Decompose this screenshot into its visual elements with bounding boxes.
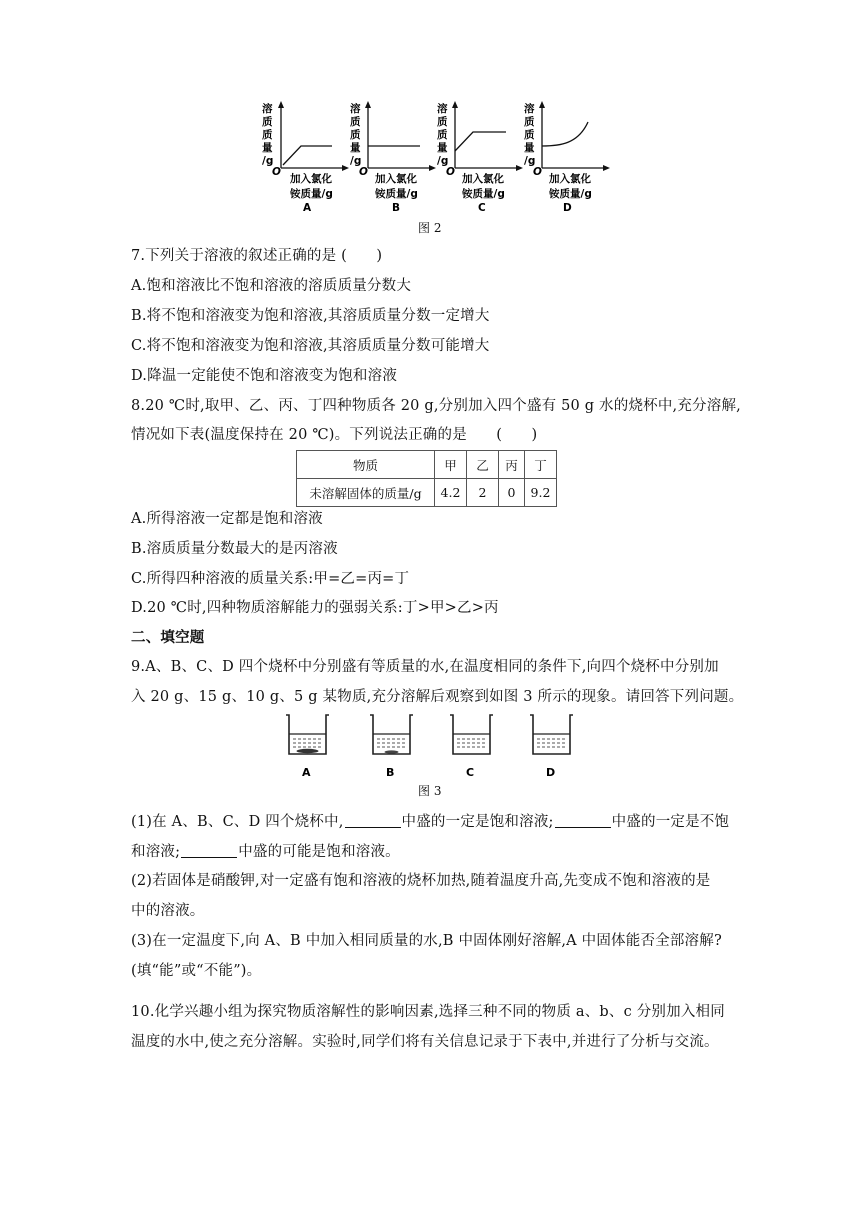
graph-b-letter: B (392, 202, 401, 214)
graph-b-origin: O (359, 166, 368, 178)
q7-option-c: C.将不饱和溶液变为饱和溶液,其溶质质量分数可能增大 (131, 338, 490, 354)
graph-b-ylabel-3: 质 (350, 129, 361, 141)
graph-c-ylabel-2: 质 (437, 116, 448, 128)
q9-part1-text-b: 中盛的一定是饱和溶液; (401, 814, 554, 830)
answer-blank[interactable] (555, 813, 611, 828)
q9-part2-line1: (2)若固体是硝酸钾,对一定盛有饱和溶液的烧杯加热,随着温度升高,先变成不饱和溶液的是 (131, 873, 711, 889)
figure-2-caption: 图 2 (418, 221, 442, 235)
table-cell: 0 (499, 479, 525, 507)
table-row (297, 479, 557, 507)
answer-blank[interactable] (345, 813, 401, 828)
beaker-a (286, 715, 329, 778)
q9-part2-line2: 中的溶液。 (131, 903, 205, 919)
graph-d (524, 101, 610, 214)
graph-c-ylabel-3: 质 (437, 129, 448, 141)
graph-d-xlabel-2: 铵质量/g (549, 188, 592, 200)
figure-3-caption: 图 3 (418, 784, 442, 798)
table-header-cell: 丙 (499, 451, 525, 479)
graph-a-ylabel-4: 量 (262, 142, 273, 154)
graph-d-ylabel-3: 质 (524, 129, 535, 141)
q8-stem-line1: 8.20 ℃时,取甲、乙、丙、丁四种物质各 20 g,分别加入四个盛有 50 g 水的烧杯中,充分溶解, (131, 398, 741, 414)
graph-d-xlabel-1: 加入氯化 (549, 173, 591, 185)
q8-option-d: D.20 ℃时,四种物质溶解能力的强弱关系:丁>甲>乙>丙 (131, 600, 499, 616)
graph-c-ylabel-1: 溶 (437, 103, 448, 115)
graph-b-ylabel-4: 量 (350, 142, 361, 154)
q7-option-b: B.将不饱和溶液变为饱和溶液,其溶质质量分数一定增大 (131, 308, 490, 324)
table-cell: 2 (467, 479, 499, 507)
table-cell: 未溶解固体的质量/g (297, 479, 435, 507)
beaker-b (370, 715, 413, 778)
graph-d-ylabel-5: /g (524, 155, 536, 167)
q9-part1-line2 (131, 840, 400, 861)
graph-d-ylabel-4: 量 (524, 142, 535, 154)
beaker-a-label: A (302, 766, 311, 778)
answer-blank[interactable] (181, 843, 237, 858)
graph-c-letter: C (478, 202, 486, 214)
beaker-d-label: D (546, 766, 556, 778)
graph-a-ylabel-3: 质 (262, 129, 273, 141)
section-heading: 二、填空题 (131, 629, 205, 646)
beaker-c (450, 715, 493, 778)
graph-c-origin: O (446, 166, 455, 178)
q9-part1-text-d: 和溶液; (131, 844, 181, 860)
q9-part1-text-a: (1)在 A、B、C、D 四个烧杯中, (131, 814, 344, 830)
graph-c-ylabel-5: /g (437, 155, 449, 167)
graph-a-origin: O (272, 166, 281, 178)
graph-d-letter: D (563, 202, 572, 214)
q7-stem: 7.下列关于溶液的叙述正确的是 ( ) (131, 248, 383, 264)
graph-b-ylabel-2: 质 (350, 116, 361, 128)
q7-option-a: A.饱和溶液比不饱和溶液的溶质质量分数大 (131, 278, 412, 294)
beaker-c-label: C (466, 766, 475, 778)
graph-b (350, 101, 436, 214)
graph-d-ylabel-2: 质 (524, 116, 535, 128)
graph-c (437, 101, 523, 214)
q9-stem-line1: 9.A、B、C、D 四个烧杯中分别盛有等质量的水,在温度相同的条件下,向四个烧杯中分别加 (131, 659, 719, 675)
table-row (297, 451, 557, 479)
graph-b-xlabel-1: 加入氯化 (375, 173, 417, 185)
graph-b-ylabel-5: /g (350, 155, 362, 167)
q7-option-d: D.降温一定能使不饱和溶液变为饱和溶液 (131, 368, 398, 384)
table-cell: 4.2 (435, 479, 467, 507)
graph-a-letter: A (303, 202, 312, 214)
graph-a-xlabel-1: 加入氯化 (290, 173, 332, 185)
q8-option-b: B.溶质质量分数最大的是丙溶液 (131, 541, 338, 557)
graph-c-xlabel-1: 加入氯化 (462, 173, 504, 185)
table-cell: 9.2 (525, 479, 557, 507)
q9-part3-line1: (3)在一定温度下,向 A、B 中加入相同质量的水,B 中固体刚好溶解,A 中固体能否全部溶解? (131, 933, 722, 949)
figure-3 (0, 708, 860, 778)
graph-b-ylabel-1: 溶 (350, 103, 361, 115)
q9-part1-text-c: 中盛的一定是不饱 (611, 814, 730, 830)
q9-part3-line2: (填“能”或“不能”)。 (131, 963, 262, 979)
q8-table (296, 450, 557, 507)
graph-a-xlabel-2: 铵质量/g (290, 188, 333, 200)
q10-line1: 10.化学兴趣小组为探究物质溶解性的影响因素,选择三种不同的物质 a、b、c 分别加入相同 (131, 1004, 725, 1020)
graph-a-ylabel-5: /g (262, 155, 274, 167)
beaker-b-label: B (386, 766, 395, 778)
q9-stem-line2: 入 20 g、15 g、10 g、5 g 某物质,充分溶解后观察到如图 3 所示的现象。请回答下列问题。 (131, 689, 744, 705)
table-header-cell: 物质 (297, 451, 435, 479)
q8-stem-line2: 情况如下表(温度保持在 20 ℃)。下列说法正确的是 ( ) (131, 427, 538, 443)
graph-c-curve (455, 132, 506, 151)
beaker-d (530, 715, 573, 778)
graph-d-curve (542, 122, 588, 146)
q10-line2: 温度的水中,使之充分溶解。实验时,同学们将有关信息记录于下表中,并进行了分析与交流。 (131, 1034, 719, 1050)
q8-option-c: C.所得四种溶液的质量关系:甲=乙=丙=丁 (131, 571, 410, 587)
figure-2 (0, 0, 860, 215)
table-header-cell: 丁 (525, 451, 557, 479)
graph-b-xlabel-2: 铵质量/g (375, 188, 418, 200)
graph-d-origin: O (533, 166, 542, 178)
q8-option-a: A.所得溶液一定都是饱和溶液 (131, 511, 323, 527)
table-header-cell: 乙 (467, 451, 499, 479)
q9-part1-text-e: 中盛的可能是饱和溶液。 (238, 844, 400, 860)
graph-d-ylabel-1: 溶 (524, 103, 535, 115)
graph-a-curve (283, 146, 332, 165)
q9-part1-line1 (131, 810, 729, 831)
graph-c-xlabel-2: 铵质量/g (462, 188, 505, 200)
graph-a-ylabel-2: 质 (262, 116, 273, 128)
graph-a-ylabel-1: 溶 (262, 103, 273, 115)
graph-c-ylabel-4: 量 (437, 142, 448, 154)
graph-a (262, 101, 349, 214)
table-header-cell: 甲 (435, 451, 467, 479)
